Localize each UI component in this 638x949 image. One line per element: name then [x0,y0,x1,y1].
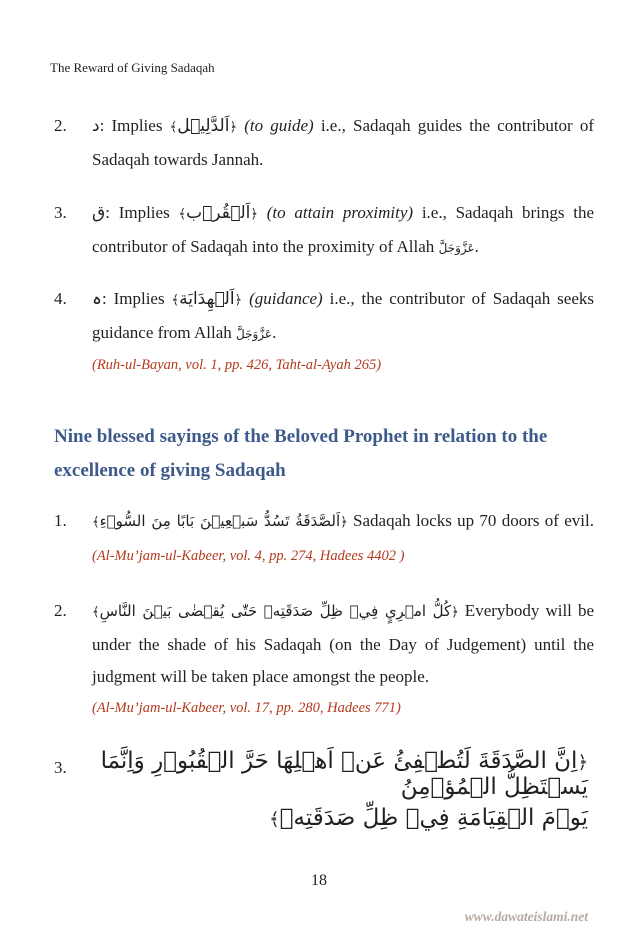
ornament-close: ﴿ [234,293,243,308]
honorific: عَزَّوَجَلَّ [438,241,475,255]
item-text: i.e., the contributor of Sadaqah seeks guidance from Allah [92,289,595,342]
hadith-arabic: يَوۡمَ الۡقِيَامَةِ فِيۡ ظِلِّ صَدَقَتِهٖ [279,805,588,831]
arabic-letter: ق [92,203,106,223]
hadith-translation: Sadaqah locks up 70 doors of evil. [347,511,595,530]
arabic-letter: ہ [92,289,102,309]
page-number: 18 [311,872,327,889]
list-item [54,110,594,176]
translation: (to attain proximity) [266,203,414,222]
translation: (guidance) [249,289,323,308]
item-number: 3. [54,203,67,222]
punctuation: . [272,323,277,342]
punctuation: . [474,237,479,256]
list-item [54,505,594,572]
honorific: عَزَّوَجَلَّ [236,327,273,341]
reference: (Al-Mu’jam-ul-Kabeer, vol. 17, pp. 280, Hadees 771) [92,700,401,716]
ornament-close: ﴿ [577,752,588,773]
ornament-open: ﴾ [171,293,180,308]
running-header: The Reward of Giving Sadaqah [50,60,215,75]
item-text: i.e., Sadaqah guides the contributor of Sadaqah towards Jannah. [92,116,595,169]
item-text: : Implies [105,203,179,222]
ornament-open: ﴾ [169,120,178,135]
ornament-close: ﴿ [451,605,459,620]
reference: (Ruh-ul-Bayan, vol. 1, pp. 426, Taht-al-Ayah 265) [92,357,382,373]
ornament-open: ﴾ [92,605,100,620]
hadith-translation: Everybody will be under the shade of his Sadaqah (on the Day of Judgement) until the judgment will be taken place amongst the people. [92,601,595,686]
ornament-open: ﴾ [178,207,187,222]
list-item [54,283,594,380]
item-text: : Implies [101,289,172,308]
hadith-arabic: كُلُّ امۡرِيٍ فِيۡ ظِلِّ صَدَقَتِهٖ حَتّٰى يُقۡضٰى بَيۡنَ النَّاسِ [99,602,452,620]
ornament-close: ﴿ [229,120,238,135]
item-number: 4. [54,289,67,308]
item-number: 1. [54,511,67,530]
arabic-word: اَلدَّلِیۡل [177,116,230,136]
ornament-close: ﴿ [250,207,258,222]
list-item [54,595,594,723]
ornament-open: ﴾ [92,515,100,530]
arabic-letter: د [92,116,100,136]
website-url: www.dawateislami.net [464,909,588,924]
item-number: 2. [54,116,67,135]
section-heading: Nine blessed sayings of the Beloved Prophet in relation to the excellence of giving Sadaqah [54,426,548,481]
arabic-word: اَلۡقُرۡب [186,203,251,223]
item-number: 3. [54,758,67,777]
item-text: : Implies [99,116,170,135]
hadith-arabic-line [92,748,588,800]
translation: (to guide) [244,116,314,135]
hadith-arabic-line [92,805,588,831]
ornament-close: ﴿ [340,515,348,530]
ornament-open: ﴾ [269,809,280,830]
hadith-arabic: اَلصَّدَقَةُ تَسُدُّ سَبۡعِيۡنَ بَابًا مِنَ السُّوۡءِ [99,512,341,530]
reference: (Al-Mu’jam-ul-Kabeer, vol. 4, pp. 274, Hadees 4402 ) [92,548,405,564]
hadith-arabic: اِنَّ الصَّدَقَةَ لَتُطۡفِئُ عَنۡ اَهۡلِهَا حَرَّ الۡقُبُوۡرِ وَاِنَّمَا يَسۡتَظِلُّ الۡمُؤۡمِنُ [100,748,588,800]
item-number: 2. [54,601,67,620]
arabic-word: اَلۡهِدَايَة [179,289,235,309]
list-item [54,197,594,264]
item-text: i.e., Sadaqah brings the contributor of Sadaqah into the proximity of Allah [92,203,594,256]
